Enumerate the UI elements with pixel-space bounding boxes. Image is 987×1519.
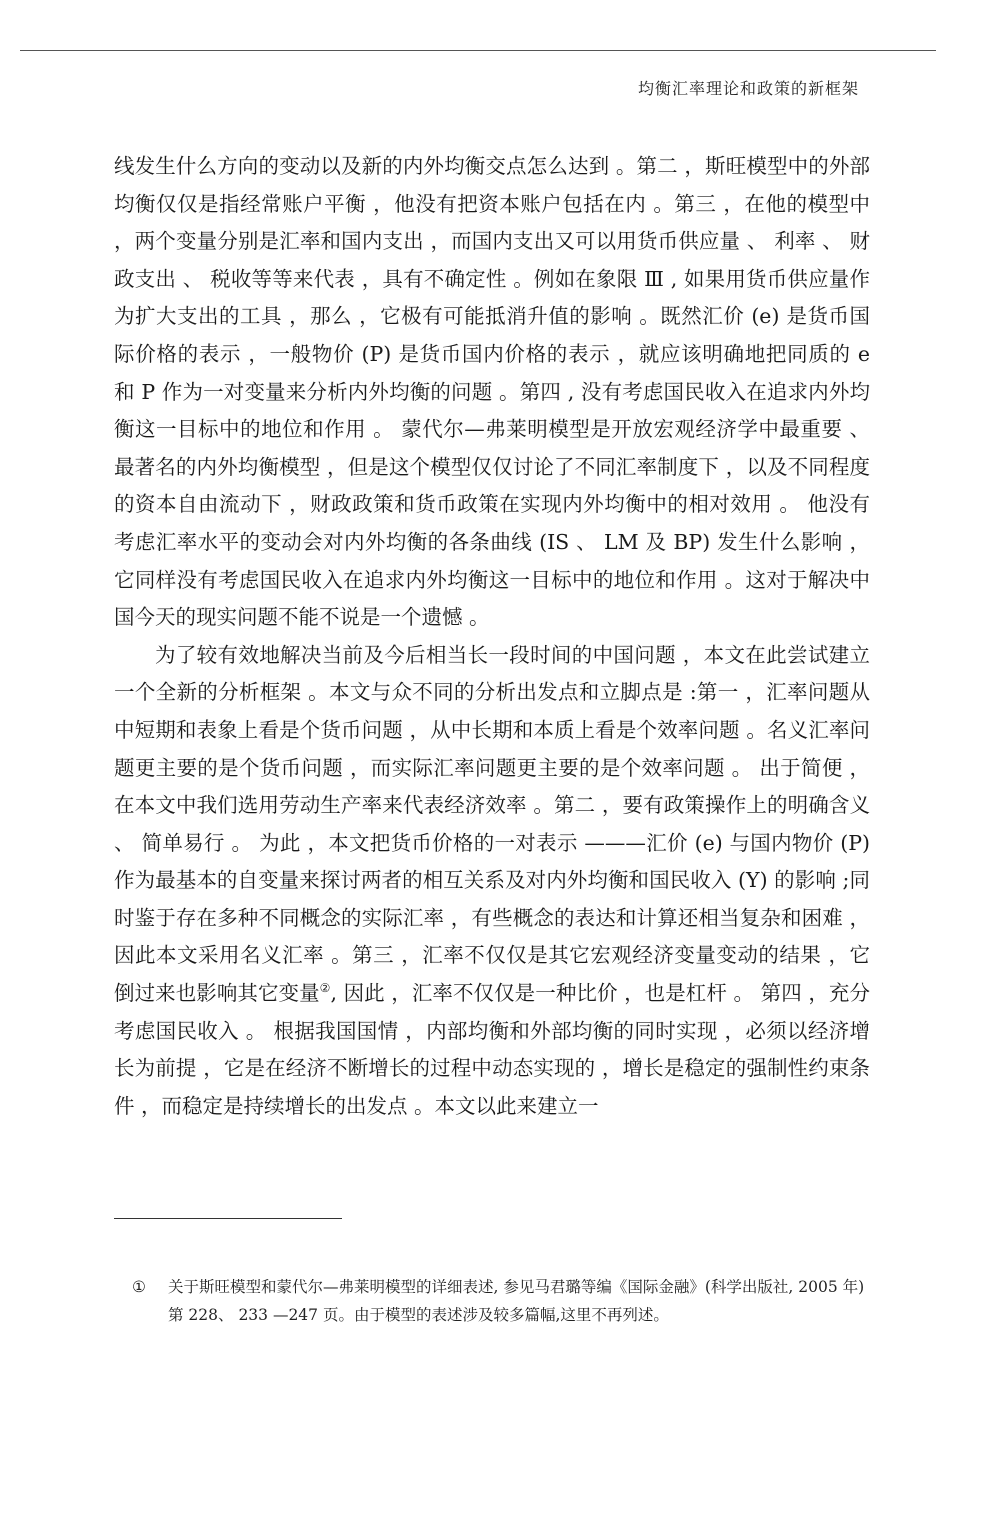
footnote-mark: ① — [132, 1278, 146, 1296]
footnote-text: 关于斯旺模型和蒙代尔—弗莱明模型的详细表述, 参见马君璐等编《国际金融》(科学出版社, 2005 年)第 228、 233 —247 页。由于模型的表述涉及较多篇幅,这里不再列述。 — [168, 1278, 865, 1324]
footnote-ref-2: ② — [319, 981, 331, 996]
body-text — [114, 148, 870, 1125]
running-header: 均衡汇率理论和政策的新框架 — [637, 79, 859, 98]
paragraph-1: 线发生什么方向的变动以及新的内外均衡交点怎么达到 。第二 ，斯旺模型中的外部均衡仅仅是指经常账户平衡 ，他没有把资本账户包括在内 。第三 ，在他的模型中 ，两个变量分别是汇率和国内支出 ，而国内支出又可以用货币供应量 、 利率 、 财政支出 、 税收等等来代表 ，具有不确定性 。例如在象限 Ⅲ , 如果用货币供应量作为扩大支出的工具 ，那么 ，它极有可能抵消升值的影响 。既然汇价 (e) 是货币国际价格的表示 ，一般物价 (P) 是货币国内价格的表示 ，就应该明确地把同质的 e 和 P 作为一对变量来分析内外均衡的问题 。第四 , 没有考虑国民收入在追求内外均衡这一目标中的地位和作用 。 蒙代尔—弗莱明模型是开放宏观经济学中最重要 、 最著名的内外均衡模型 ，但是这个模型仅仅讨论了不同汇率制度下 ，以及不同程度的资本自由流动下 ，财政政策和货币政策在实现内外均衡中的相对效用 。 他没有考虑汇率水平的变动会对内外均衡的各条曲线 (IS 、 LM 及 BP) 发生什么影响 ，它同样没有考虑国民收入在追求内外均衡这一目标中的地位和作用 。这对于解决中国今天的现实问题不能不说是一个遗憾 。 — [114, 154, 870, 630]
footnote-1 — [132, 1273, 867, 1329]
paragraph-2-part-b: , 因此 ，汇率不仅仅是一种比价 ，也是杠杆 。 第四 ，充分考虑国民收入 。 根据我国国情 ，内部均衡和外部均衡的同时实现 ，必须以经济增长为前提 ，它是在经济不断增长的过程中动态实现的 ，增长是稳定的强制性约束条件 ，而稳定是持续增长的出发点 。本文以此来建立一 — [114, 981, 870, 1118]
paragraph-2-part-a: 为了较有效地解决当前及今后相当长一段时间的中国问题 ，本文在此尝试建立一个全新的分析框架 。本文与众不同的分析出发点和立脚点是 :第一 ，汇率问题从中短期和表象上看是个货币问题 ，从中长期和本质上看是个效率问题 。名义汇率问题更主要的是个货币问题 ，而实际汇率问题更主要的是个效率问题 。 出于简便 ，在本文中我们选用劳动生产率来代表经济效率 。第二 ，要有政策操作上的明确含义 、 简单易行 。 为此 ，本文把货币价格的一对表示 ———汇价 (e) 与国内物价 (P) 作为最基本的自变量来探讨两者的相互关系及对内外均衡和国民收入 (Y) 的影响 ;同时鉴于存在多种不同概念的实际汇率 ，有些概念的表达和计算还相当复杂和困难 ，因此本文采用名义汇率 。第三 ，汇率不仅仅是其它宏观经济变量变动的结果 ，它倒过来也影响其它变量 — [114, 642, 870, 1006]
footnote-rule — [114, 1218, 342, 1219]
paragraph-2 — [114, 637, 870, 1126]
header-rule — [20, 50, 936, 51]
